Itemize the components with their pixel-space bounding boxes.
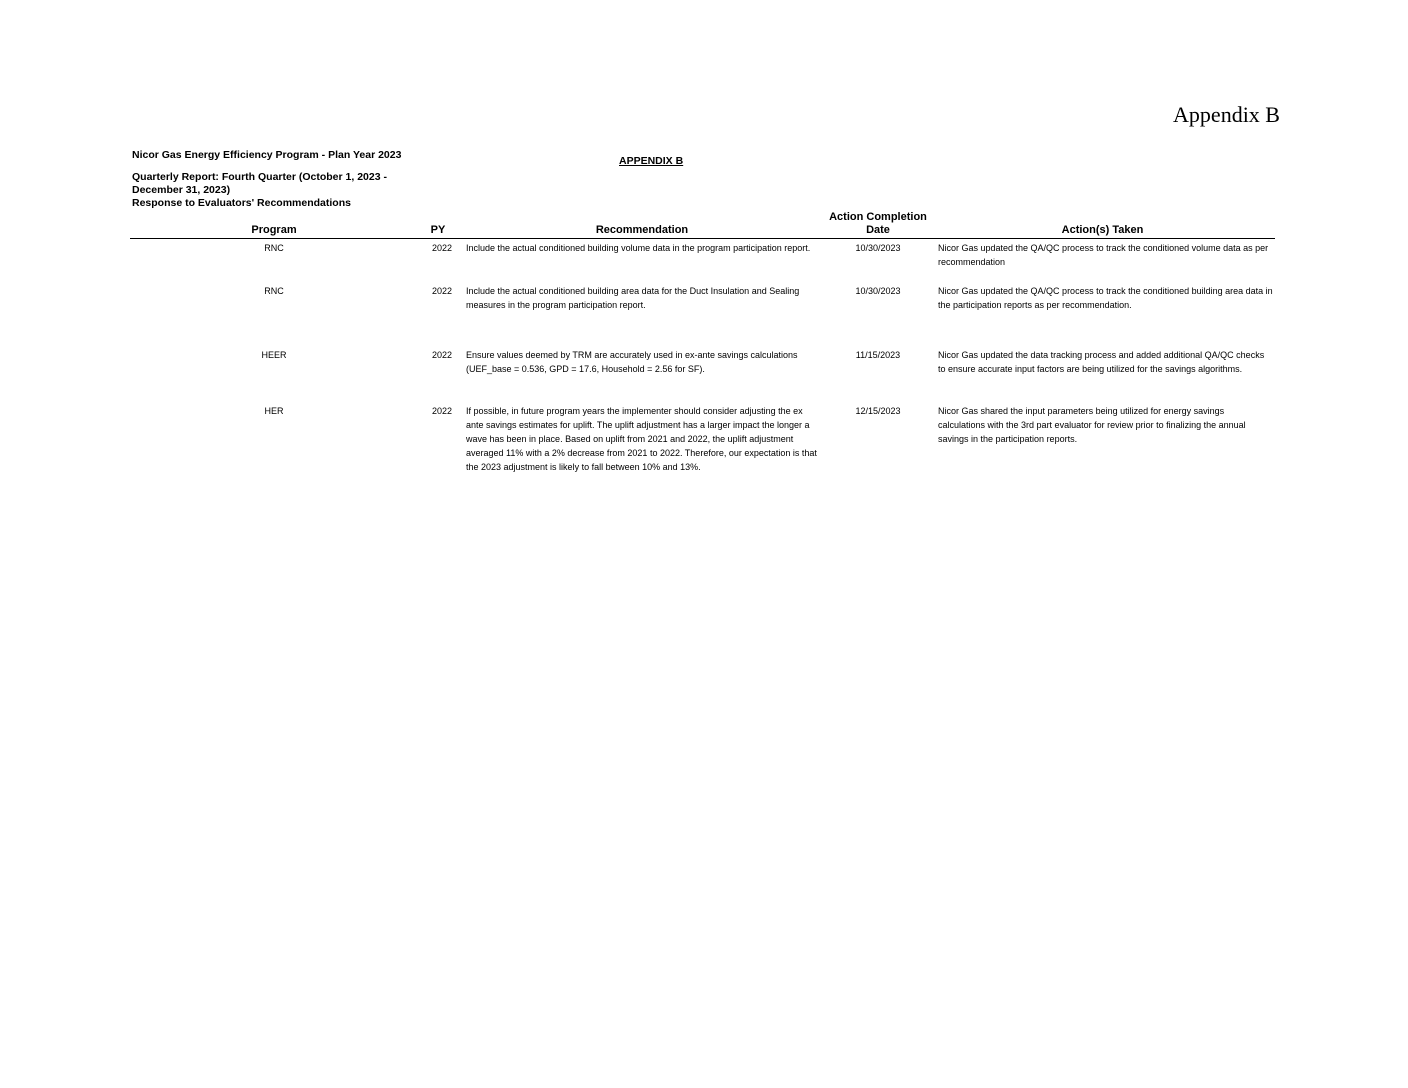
program-cell: HER [264, 406, 284, 416]
report-header [132, 149, 407, 210]
quarterly-report-title: Quarterly Report: Fourth Quarter (October 1, 2023 - December 31, 2023) [132, 171, 387, 196]
appendix-title: APPENDIX B [619, 155, 684, 167]
program-title: Nicor Gas Energy Efficiency Program - Plan Year 2023 [132, 149, 402, 161]
action-taken-cell: Nicor Gas updated the data tracking process and added additional QA/QC checks to ensure accurate input factors are being utilized for the savings algorithms. [938, 350, 1265, 374]
py-cell: 2022 [431, 286, 452, 296]
recommendations-table-container [130, 210, 1275, 474]
action-taken-cell: Nicor Gas shared the input parameters being utilized for energy savings calculations with the 3rd part evaluator for review prior to finalizing the annual savings in the participation reports. [938, 406, 1246, 444]
response-title: Response to Evaluators' Recommendations [132, 197, 351, 209]
completion-date-cell: 10/30/2023 [855, 243, 901, 253]
py-cell: 2022 [431, 243, 452, 253]
program-cell: RNC [264, 243, 284, 253]
table-row [130, 346, 1275, 402]
action-taken-cell: Nicor Gas updated the QA/QC process to track the conditioned volume data as per recommendation [938, 243, 1269, 267]
column-header-py: PY [418, 210, 458, 239]
completion-date-cell: 11/15/2023 [855, 350, 901, 360]
program-cell: RNC [264, 286, 284, 296]
completion-date-cell: 12/15/2023 [855, 406, 901, 416]
recommendation-cell: Ensure values deemed by TRM are accurately used in ex-ante savings calculations (UEF_base = 0.536, GPD = 17.6, Household = 2.56 for SF). [466, 350, 798, 374]
completion-date-cell: 10/30/2023 [855, 286, 901, 296]
py-cell: 2022 [431, 350, 452, 360]
program-cell: HEER [261, 350, 287, 360]
recommendation-cell: If possible, in future program years the implementer should consider adjusting the ex ante savings estimates for uplift. The uplift adjustment has a larger impact the longer a wave has been in place. Based on uplift from 2021 and 2022, the uplift adjustment averaged 11% with a 2% decrease from 2021 to 2022. Therefore, our expectation is that the 2023 adjustment is likely to fall between 10% and 13%. [466, 406, 817, 472]
recommendations-table [130, 210, 1275, 474]
table-row [130, 402, 1275, 474]
column-header-program: Program [130, 210, 418, 239]
table-row [130, 239, 1275, 283]
py-cell: 2022 [431, 406, 452, 416]
table-header-row [130, 210, 1275, 239]
column-header-action-completion-date: Action Completion Date [826, 210, 930, 239]
action-taken-cell: Nicor Gas updated the QA/QC process to track the conditioned building area data in the participation reports as per recommendation. [938, 286, 1273, 310]
column-header-actions-taken: Action(s) Taken [930, 210, 1275, 239]
page-label: Appendix B [1173, 102, 1280, 127]
column-header-recommendation: Recommendation [458, 210, 826, 239]
recommendation-cell: Include the actual conditioned building area data for the Duct Insulation and Sealing measures in the program participation report. [466, 286, 800, 310]
table-row [130, 282, 1275, 346]
recommendation-cell: Include the actual conditioned building volume data in the program participation report. [466, 243, 811, 253]
